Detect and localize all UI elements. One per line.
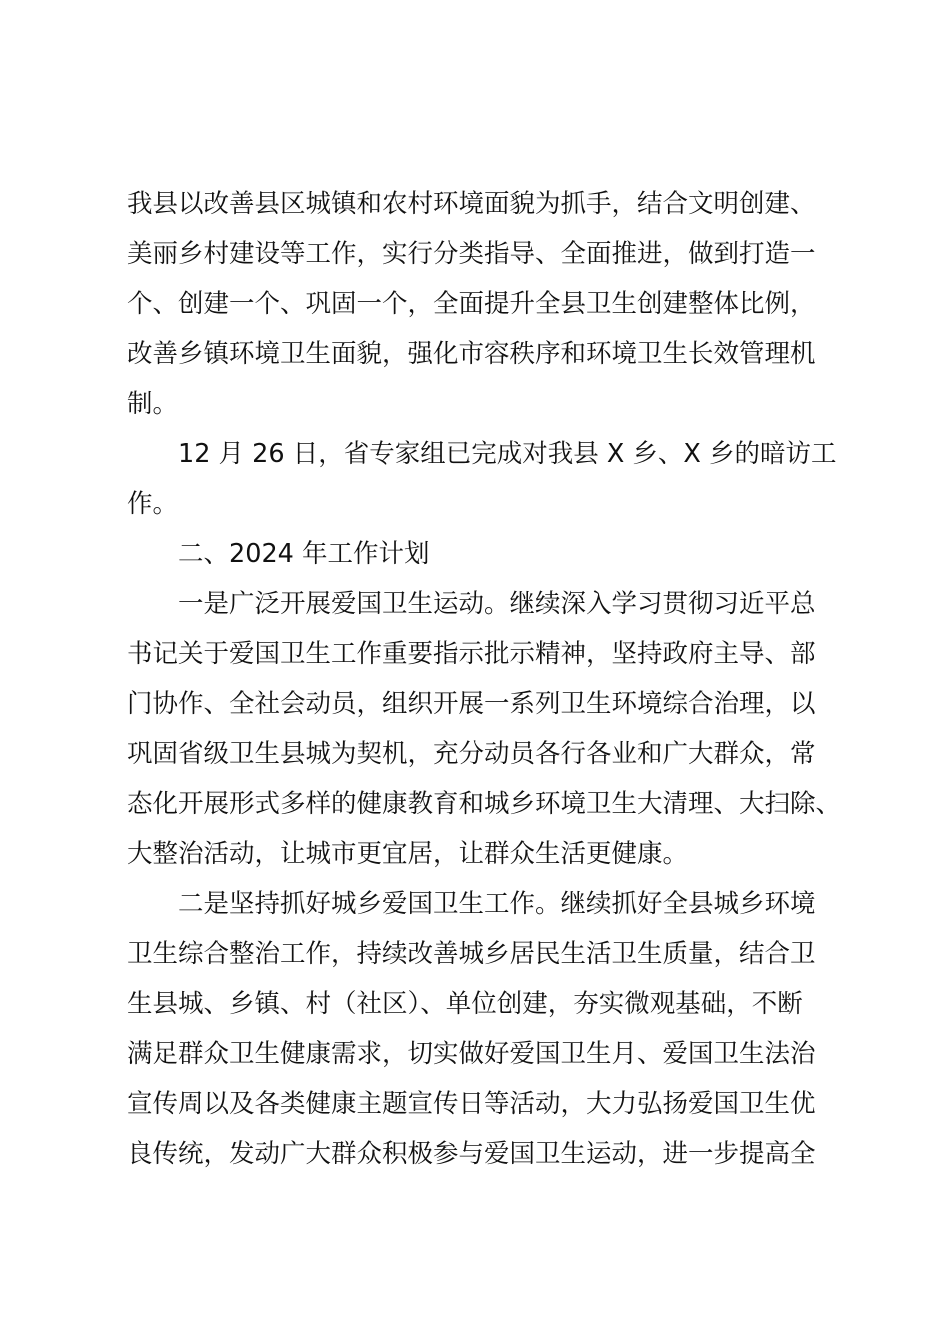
text-line: 满足群众卫生健康需求，切实做好爱国卫生月、爱国卫生法治 <box>127 1039 816 1069</box>
text-line: 生县城、乡镇、村（社区）、单位创建，夯实微观基础，不断 <box>127 989 803 1019</box>
paragraph-rural-environment <box>127 179 847 429</box>
text-line: 我县以改善县区城镇和农村环境面貌为抓手，结合文明创建、 <box>127 189 816 219</box>
text-line: 宣传周以及各类健康主题宣传日等活动，大力弘扬爱国卫生优 <box>127 1089 816 1119</box>
paragraph-expert-visit <box>127 429 847 529</box>
paragraph-patriotic-health-campaign <box>127 579 847 879</box>
text-line: 12 月 26 日，省专家组已完成对我县 X 乡、X 乡的暗访工 <box>178 439 837 469</box>
text-line: 改善乡镇环境卫生面貌，强化市容秩序和环境卫生长效管理机 <box>127 339 816 369</box>
section-heading: 二、2024 年工作计划 <box>178 539 430 569</box>
text-line: 个、创建一个、巩固一个，全面提升全县卫生创建整体比例， <box>127 289 816 319</box>
text-line: 门协作、全社会动员，组织开展一系列卫生环境综合治理，以 <box>127 689 816 719</box>
text-line: 二是坚持抓好城乡爱国卫生工作。继续抓好全县城乡环境 <box>178 889 816 919</box>
text-line: 作。 <box>127 489 179 519</box>
text-line: 一是广泛开展爱国卫生运动。继续深入学习贯彻习近平总 <box>178 589 816 619</box>
text-line: 大整治活动，让城市更宜居，让群众生活更健康。 <box>127 839 689 869</box>
document-body <box>127 179 847 1179</box>
section-heading-work-plan <box>127 529 847 579</box>
text-line: 良传统，发动广大群众积极参与爱国卫生运动，进一步提高全 <box>127 1139 816 1169</box>
text-line: 制。 <box>127 389 179 419</box>
text-line: 巩固省级卫生县城为契机，充分动员各行各业和广大群众，常 <box>127 739 816 769</box>
text-line: 书记关于爱国卫生工作重要指示批示精神，坚持政府主导、部 <box>127 639 816 669</box>
text-line: 卫生综合整治工作，持续改善城乡居民生活卫生质量，结合卫 <box>127 939 816 969</box>
text-line: 美丽乡村建设等工作，实行分类指导、全面推进，做到打造一 <box>127 239 816 269</box>
paragraph-urban-rural-health-work <box>127 879 847 1179</box>
text-line: 态化开展形式多样的健康教育和城乡环境卫生大清理、大扫除、 <box>127 789 842 819</box>
